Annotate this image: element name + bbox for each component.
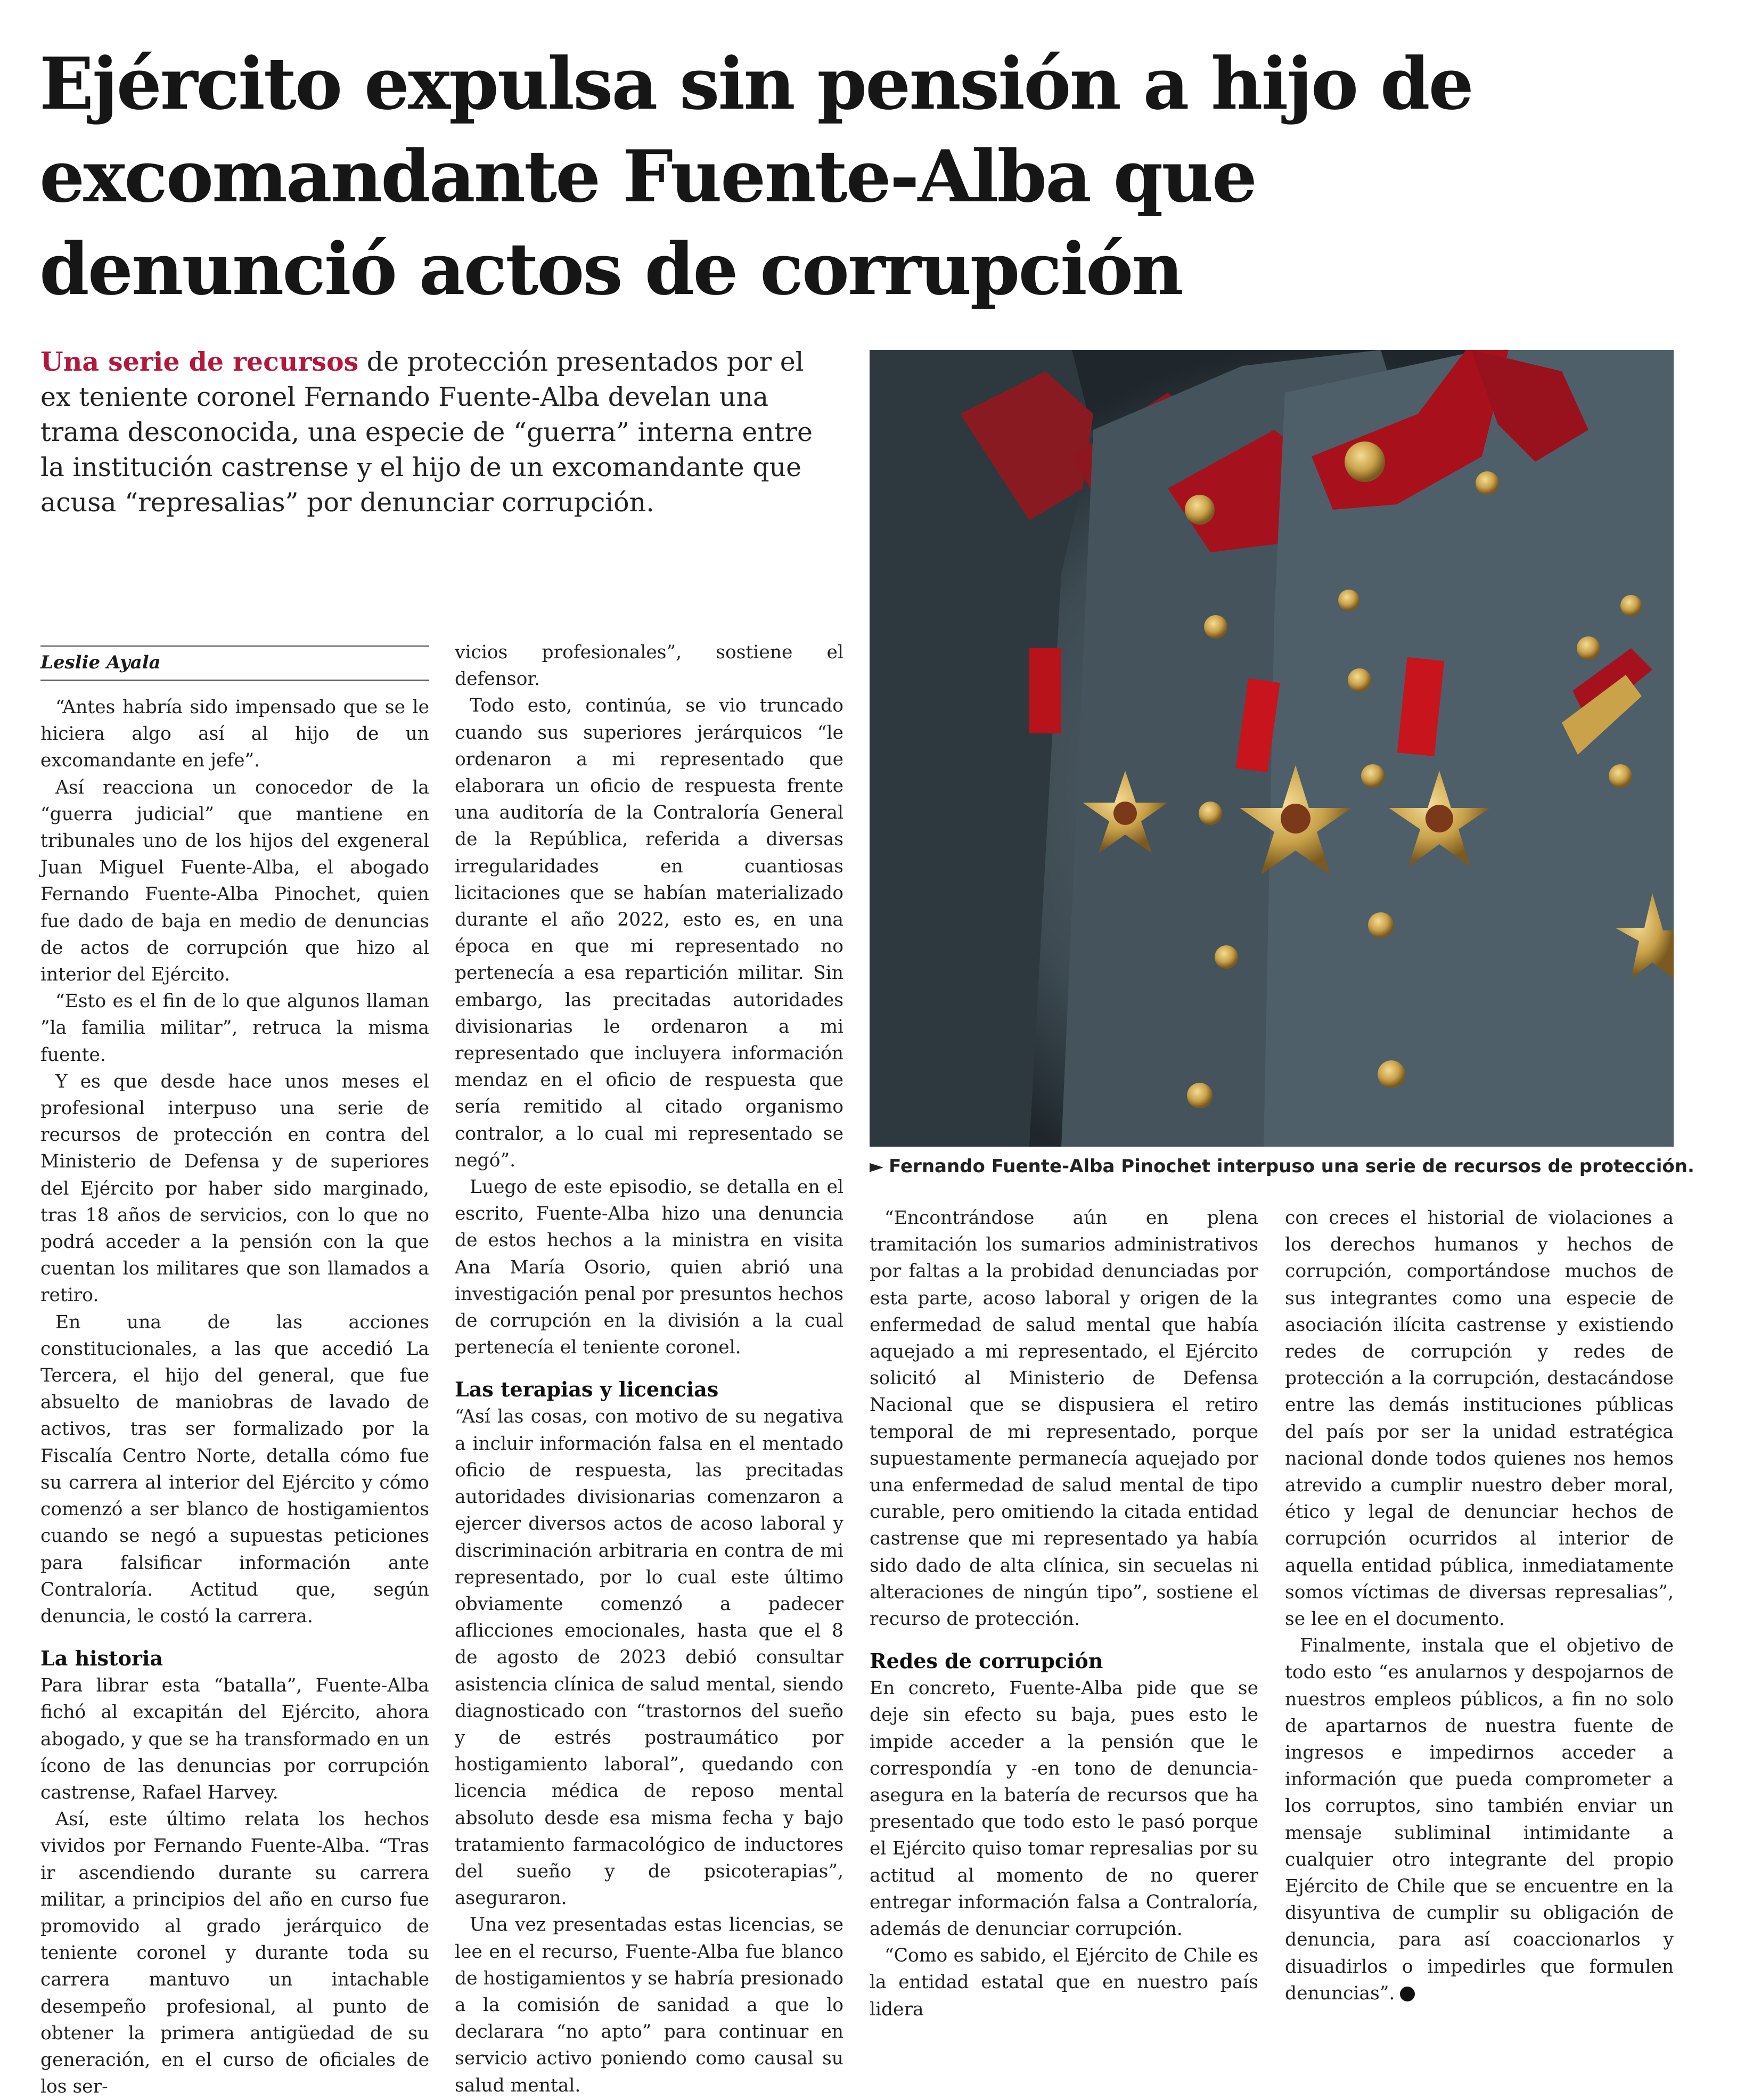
lead-paragraph — [40, 344, 823, 520]
lead-text: de protección presentados por el ex teniente coronel Fernando Fuente-Alba develan una trama desconocida, una especie de “guerra” interna entre la institución castrense y el hijo de un excomandante que acusa “represalias” por denunciar corrupción. — [40, 347, 813, 518]
caption-text: Fernando Fuente-Alba Pinochet interpuso una serie de recursos de protección. — [889, 1156, 1694, 1177]
article-photo — [870, 350, 1674, 1147]
paragraph: con creces el historial de violaciones a los derechos humanos y hechos de corrupción, comportándose muchos de sus integrantes como una especie de asociación ilícita castrense y existiendo redes de corrupción y redes de protección a la corrupción, destacándose entre las demás instituciones públicas del país por ser la unidad estratégica nacional donde todos quienes nos hemos atrevido a cumplir nuestro deber moral, ético y legal de denunciar hechos de corrupción ocurridos al interior de aquella entidad pública, inmediatamente somos víctimas de diversas represalias”, se lee en el documento. — [1285, 1207, 1674, 1630]
paragraph — [1285, 1632, 1674, 2007]
paragraph: “Encontrándose aún en plena tramitación los sumarios administrativos por faltas a la probidad denunciadas por esta parte, acoso laboral y origen de la enfermedad de salud mental que había aquejado a mi representado, el Ejército solicitó al Ministerio de Defensa Nacional que se dispusiera el retiro temporal de mi representado, porque supuestamente permanecía aquejado por una enfermedad de salud mental de tipo curable, pero omitiendo la citada entidad castrense que mi representado ya había sido dado de alta clínica, sin secuelas ni alteraciones de ningún tipo”, sostiene el recurso de protección. — [870, 1207, 1258, 1630]
paragraph: Así reacciona un conocedor de la “guerra judicial” que mantiene en tribunales uno de los hijos del exgeneral Juan Miguel Fuente-Alba, el abogado Fernando Fuente-Alba Pinochet, quien fue dado de baja en medio de denuncias de actos de corrupción que hizo al interior del Ejército. — [40, 777, 429, 986]
paragraph: “Como es sabido, el Ejército de Chile es la entidad estatal que en nuestro país lidera — [870, 1945, 1258, 2020]
column-1 — [40, 694, 429, 2100]
byline: Leslie Ayala — [40, 645, 429, 681]
lead-kicker: Una serie de recursos — [40, 346, 359, 377]
end-mark-icon — [1400, 1987, 1415, 2001]
paragraph: Luego de este episodio, se detalla en el escrito, Fuente-Alba hizo una denuncia de estos hechos a la ministra en visita Ana María Osorio, quien abrió una investigación penal por presuntos hechos de corrupción en la división a la cual pertenecía el teniente coronel. — [455, 1176, 843, 1359]
subheading: Las terapias y licencias — [455, 1377, 719, 1402]
headline: Ejército expulsa sin pensión a hijo de excomandante Fuente-Alba que denunció actos de corrupción — [39, 42, 1472, 311]
subheading: Redes de corrupción — [870, 1649, 1103, 1673]
caption-arrow-icon: ► — [870, 1156, 884, 1177]
column-2 — [455, 639, 843, 2099]
column-4 — [1285, 1205, 1674, 2007]
paragraph: vicios profesionales”, sostiene el defensor. — [455, 642, 843, 690]
paragraph: En una de las acciones constitucionales, a las que accedió La Tercera, el hijo del general, que fue absuelto de maniobras de lavado de activos, tras ser formalizado por la Fiscalía Centro Norte, detalla cómo fue su carrera al interior del Ejército y cómo comenzó a ser blanco de hostigamientos cuando se negó a supuestas peticiones para falsificar información ante Contraloría. Actitud que, según denuncia, le costó la carrera. — [40, 1311, 429, 1627]
paragraph: “Antes habría sido impensado que se le hiciera algo así al hijo de un excomandante en jefe”. — [40, 697, 429, 772]
column-3 — [870, 1205, 1258, 2023]
subheading: La historia — [40, 1646, 163, 1671]
soldiers-uniform-photo — [870, 350, 1674, 1147]
paragraph: “Esto es el fin de lo que algunos llaman ”la familia militar”, retruca la misma fuente. — [40, 991, 429, 1066]
paragraph: “Así las cosas, con motivo de su negativa a incluir información falsa en el mentado oficio de respuesta, las precitadas autoridades divisionarias comenzaron a ejercer diversos actos de acoso laboral y discriminación arbitraria en contra de mi representado, por lo cual este último obviamente comenzó a padecer aflicciones emocionales, hasta que el 8 de agosto de 2023 debió consultar asistencia clínica de salud mental, siendo diagnosticado con “trastornos del sueño y de estrés postraumático por hostigamiento laboral”, quedando con licencia médica de reposo mental absoluto desde esa misma fecha y bajo tratamiento farmacológico de inductores del sueño y de psicoterapias”, aseguraron. — [455, 1406, 843, 1909]
paragraph: Para librar esta “batalla”, Fuente-Alba fichó al excapitán del Ejército, ahora abogado, y que se ha transformado en un ícono de las denuncias por corrupción castrense, Rafael Harvey. — [40, 1675, 429, 1803]
paragraph-text: Finalmente, instala que el objetivo de todo esto “es anularnos y despojarnos de nuestros empleos públicos, a fin no solo de apartarnos de nuestra fuente de ingresos e impedirnos acceder a información que pueda comprometer a los corruptos, sino también enviar un mensaje subliminal intimidante a cualquier otro integrante del propio Ejército de Chile que se encuentre en la disyuntiva de cumplir su obligación de denuncia, para así coaccionarlos y disuadirlos o impedirles que formulen denuncias”. — [1285, 1635, 1674, 2004]
paragraph: Y es que desde hace unos meses el profesional interpuso una serie de recursos de protección en contra del Ministerio de Defensa y de superiores del Ejército por haber sido marginado, tras 18 años de servicios, con lo que no podrá acceder a la pensión con la que cuentan los militares que son llamados a retiro. — [40, 1071, 429, 1306]
paragraph: En concreto, Fuente-Alba pide que se deje sin efecto su baja, pues esto le impide acceder a la pensión que le correspondía y -en tono de denuncia- asegura en la batería de recursos que ha presentado que todo esto le pasó porque el Ejército quiso tomar represalias por su actitud al momento de no querer entregar información falsa a Contraloría, además de denunciar corrupción. — [870, 1678, 1258, 1940]
paragraph: Así, este último relata los hechos vividos por Fernando Fuente-Alba. “Tras ir ascendiendo durante su carrera militar, a principios del año en curso fue promovido al grado jerárquico de teniente coronel y durante toda su carrera mantuvo un intachable desempeño profesional, al punto de obtener la primera antigüedad de su generación, en el curso de oficiales de los ser- — [40, 1809, 429, 2098]
paragraph: Todo esto, continúa, se vio truncado cuando sus superiores jerárquicos “le ordenaron a mi representado que elaborara un oficio de respuesta frente una auditoría de la Contraloría General de la República, referida a diversas irregularidades en cuantiosas licitaciones que se habían materializado durante el año 2022, esto es, en una época en que mi representado no pertenecía a esa repartición militar. Sin embargo, las precitadas autoridades divisionarias le ordenaron a mi representado que incluyera información mendaz en el oficio de respuesta que sería remitido al citado organismo contralor, a lo cual mi representado se negó”. — [455, 695, 843, 1171]
paragraph: Una vez presentadas estas licencias, se lee en el recurso, Fuente-Alba fue blanco de hostigamientos y se habría presionado a la comisión de sanidad a que lo declarara “no apto” para continuar en servicio activo poniendo como causal su salud mental. — [455, 1914, 843, 2096]
photo-caption — [870, 1155, 1700, 1178]
